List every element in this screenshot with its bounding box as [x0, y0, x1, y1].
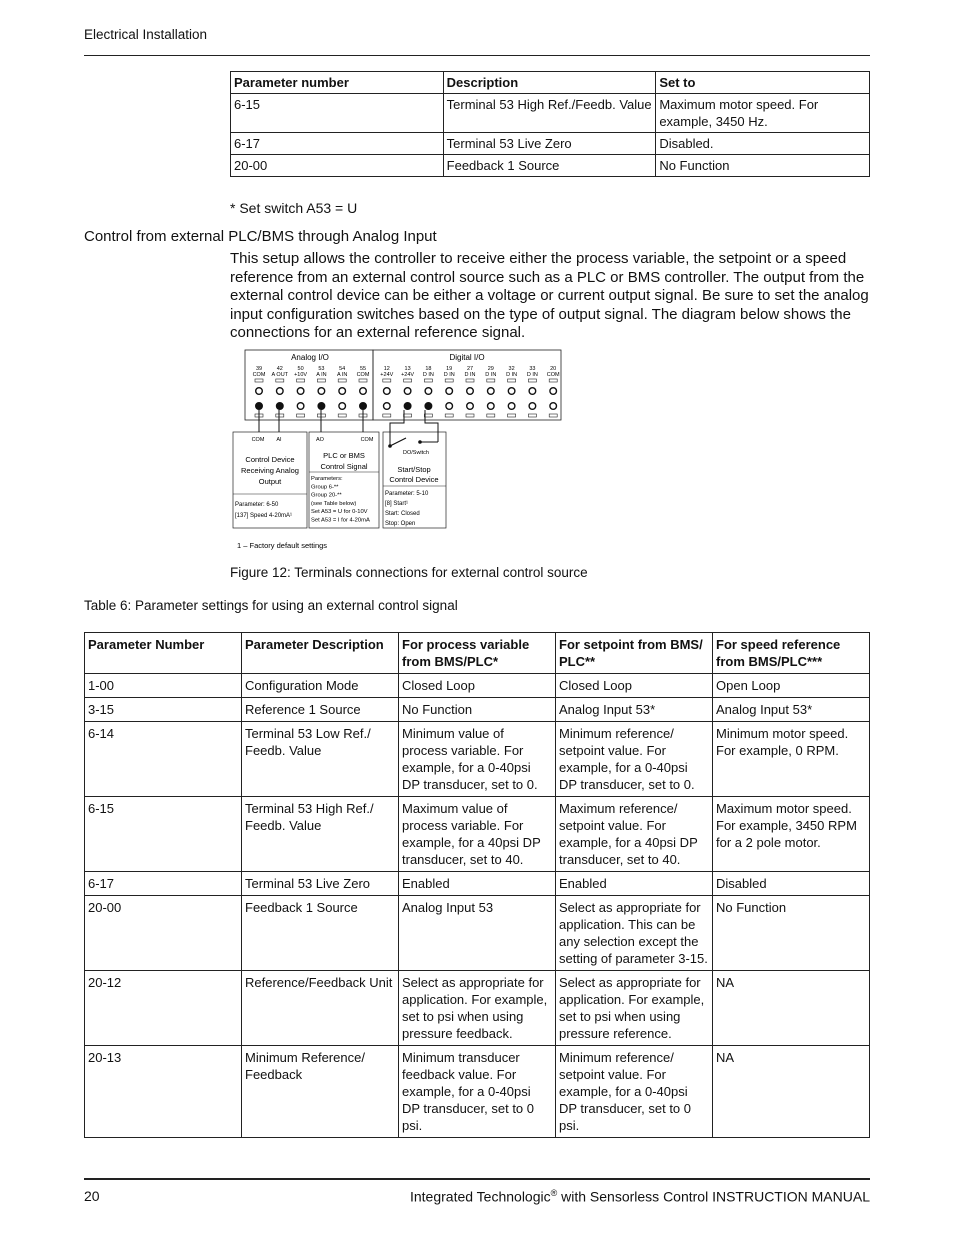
terminal	[294, 366, 307, 417]
diagram-text: Output	[258, 477, 282, 486]
switch-label: DO/Switch	[403, 450, 429, 456]
terminal-contact	[277, 403, 284, 410]
column-header: Parameter number	[231, 72, 444, 94]
diagram-text: Set A53 = I for 4-20mA	[311, 517, 370, 524]
table-cell: Analog Input 53*	[713, 698, 870, 722]
column-header: For speed reference from BMS/PLC***	[713, 633, 870, 674]
analog-io-label: Analog I/O	[291, 353, 329, 362]
footer-rule	[84, 1178, 870, 1180]
terminal-contact	[384, 403, 391, 410]
start-stop-box	[383, 432, 446, 528]
table-cell: Terminal 53 Live Zero	[242, 872, 399, 896]
diagram-text: Receiving Analog	[241, 466, 299, 475]
diagram-text: Stop: Open	[385, 521, 416, 527]
terminal-contact	[488, 403, 495, 410]
diagram-footnote: 1 – Factory default settings	[237, 541, 328, 550]
table-cell: Select as appropriate for application. This can be any selection except the setting of parameter 3-15.	[556, 896, 713, 971]
terminal-slot	[383, 379, 391, 382]
diagram-text: Parameter: 5-10	[385, 491, 429, 497]
table-cell: 20-00	[231, 155, 444, 177]
diagram-text: Control Signal	[320, 462, 368, 471]
table-cell: Minimum transducer feedback value. For example, for a 0-40psi DP transducer, set to 0 psi.	[399, 1046, 556, 1138]
terminal-number: 20	[550, 366, 557, 372]
terminal-slot	[445, 379, 453, 382]
terminal-slot	[297, 379, 305, 382]
terminal-slot	[528, 379, 536, 382]
terminal	[465, 366, 476, 417]
table-cell: Configuration Mode	[242, 674, 399, 698]
terminal-slot	[424, 379, 432, 382]
manual-title	[410, 1188, 870, 1205]
digital-io-label: Digital I/O	[449, 353, 485, 362]
terminal-contact	[425, 403, 432, 410]
table-cell: Minimum Reference/ Feedback	[242, 1046, 399, 1138]
pin-label: COM	[360, 437, 374, 443]
manual-title-text: Integrated Technologic	[409, 1188, 551, 1205]
terminal	[272, 366, 289, 417]
column-header: Set to	[656, 72, 870, 94]
table-cell: 6-17	[231, 133, 444, 155]
table-row	[231, 133, 870, 155]
diagram-text: Group 20-**	[311, 492, 342, 499]
table-cell: Feedback 1 Source	[443, 155, 656, 177]
terminal-number: 12	[383, 366, 390, 372]
diagram-text: [8] Start¹	[385, 501, 409, 507]
diagram-text: PLC or BMS	[323, 451, 365, 460]
terminal-strip	[253, 366, 560, 417]
table-cell: Reference 1 Source	[242, 698, 399, 722]
terminal-name: COM	[356, 372, 370, 378]
table-cell: Disabled.	[656, 133, 870, 155]
column-header: Parameter Number	[85, 633, 242, 674]
table-cell: Terminal 53 Live Zero	[443, 133, 656, 155]
terminal-screw	[360, 388, 367, 395]
terminal-screw	[277, 388, 284, 395]
table-cell: 1-00	[85, 674, 242, 698]
table-cell: Open Loop	[713, 674, 870, 698]
table-cell: Analog Input 53*	[556, 698, 713, 722]
terminal-number: 27	[466, 366, 474, 372]
terminal-screw	[339, 388, 346, 395]
terminal-number: 55	[359, 366, 367, 372]
terminal-name: D IN	[464, 372, 476, 378]
diagram-text: Start/Stop	[397, 465, 431, 474]
terminal-name: D IN	[443, 372, 455, 378]
table-row	[85, 674, 870, 698]
terminal	[380, 366, 393, 417]
diagram-text: (see Table below)	[311, 500, 357, 507]
table-cell: Select as appropriate for application. For example, set to psi when using pressure feedback.	[399, 971, 556, 1046]
terminal-number: 42	[276, 366, 283, 372]
header-rule	[84, 55, 870, 56]
terminal-slot	[276, 379, 284, 382]
terminal-slot	[528, 414, 536, 417]
table-cell: Reference/Feedback Unit	[242, 971, 399, 1046]
terminal-slot	[317, 379, 325, 382]
parameter-settings-table	[84, 632, 870, 1138]
table-cell: Minimum value of process variable. For example, for a 0-40psi DP transducer, set to 0.	[399, 722, 556, 797]
table-cell: 20-12	[85, 971, 242, 1046]
page-number: 20	[84, 1188, 100, 1204]
registered-mark: ®	[550, 1188, 558, 1198]
terminal-name: +24V	[401, 372, 415, 378]
terminal-slot	[487, 414, 495, 417]
terminal	[547, 366, 560, 417]
terminal-slot	[338, 379, 346, 382]
terminal-slot	[508, 414, 516, 417]
terminal-screw	[488, 388, 495, 395]
diagram-text: [137] Speed 4-20mA¹	[235, 513, 293, 519]
table-cell: Analog Input 53	[399, 896, 556, 971]
terminal-number: 39	[255, 366, 263, 372]
table-cell: Maximum reference/ setpoint value. For example, for a 40psi DP transducer, set to 40.	[556, 797, 713, 872]
diagram-text: Control Device	[389, 475, 439, 484]
terminal-slot	[549, 379, 557, 382]
terminal-screw	[318, 388, 325, 395]
table-cell: Feedback 1 Source	[242, 896, 399, 971]
terminal-contact	[256, 403, 263, 410]
column-header: For process variable from BMS/PLC*	[399, 633, 556, 674]
table-row	[85, 971, 870, 1046]
terminal-contact	[318, 403, 325, 410]
terminal-slot	[255, 379, 263, 382]
terminal-name: D IN	[506, 372, 518, 378]
table-row	[85, 722, 870, 797]
table-cell: Maximum motor speed. For example, 3450 Hz.	[656, 94, 870, 133]
pin-label: AO	[316, 437, 324, 443]
terminal-contact	[360, 403, 367, 410]
terminal-number: 53	[318, 366, 325, 372]
table-row	[231, 155, 870, 177]
terminal-slot	[359, 379, 367, 382]
terminal-name: COM	[252, 372, 266, 378]
terminal-number: 29	[487, 366, 494, 372]
pin-label: COM	[251, 437, 265, 443]
table-cell: Closed Loop	[399, 674, 556, 698]
table-cell: Terminal 53 High Ref./Feedb. Value	[443, 94, 656, 133]
terminal-screw	[256, 388, 263, 395]
table-cell: NA	[713, 971, 870, 1046]
table-cell: No Function	[656, 155, 870, 177]
body-paragraph: This setup allows the controller to receive either the process variable, the setpoint or a speed reference from an external control source such as a PLC or BMS controller. The output from the external control device can be either a voltage or current output signal. Be sure to set the analog input configuration switches based on the type of output signal. The diagram below shows the connections for an external reference signal.	[230, 250, 869, 342]
terminal-slot	[383, 414, 391, 417]
terminal-number: 54	[339, 366, 346, 372]
terminal-contact	[529, 403, 536, 410]
terminal-name: D IN	[485, 372, 497, 378]
table-row	[231, 94, 870, 133]
diagram-text: Control Device	[245, 455, 295, 464]
table-cell: Minimum reference/ setpoint value. For example, for a 0-40psi DP transducer, set to 0.	[556, 722, 713, 797]
terminal-screw	[446, 388, 453, 395]
terminal-slot	[297, 414, 305, 417]
plc-bms-box	[309, 432, 379, 528]
terminal-contact	[508, 403, 515, 410]
table-cell: Maximum motor speed. For example, 3450 RPM for a 2 pole motor.	[713, 797, 870, 872]
table-cell: 20-00	[85, 896, 242, 971]
column-header: Description	[443, 72, 656, 94]
control-device-box	[233, 432, 307, 528]
terminal-number: 50	[297, 366, 304, 372]
terminal-number: 32	[508, 366, 515, 372]
terminal	[253, 366, 266, 417]
wires	[259, 410, 438, 446]
table-cell: Select as appropriate for application. For example, set to psi when using pressure reference.	[556, 971, 713, 1046]
terminal-slot	[424, 414, 432, 417]
terminal-contact	[467, 403, 474, 410]
terminal-screw	[550, 388, 557, 395]
terminal-slot	[549, 414, 557, 417]
diagram-text: Parameters:	[311, 476, 343, 482]
section-heading: Control from external PLC/BMS through Analog Input	[84, 228, 437, 245]
terminal-screw	[404, 388, 411, 395]
table-cell: NA	[713, 1046, 870, 1138]
terminal-name: D IN	[422, 372, 434, 378]
table-row	[85, 1046, 870, 1138]
terminal-screw	[508, 388, 515, 395]
table-cell: Maximum value of process variable. For example, for a 40psi DP transducer, set to 40.	[399, 797, 556, 872]
terminal-name: COM	[546, 372, 560, 378]
terminal-slot	[445, 414, 453, 417]
table-row	[85, 896, 870, 971]
table-cell: Terminal 53 High Ref./ Feedb. Value	[242, 797, 399, 872]
table-row	[85, 698, 870, 722]
diagram-text: Parameter: 6-50	[235, 502, 279, 508]
terminal-name: +10V	[294, 372, 308, 378]
parameter-table-small	[230, 71, 870, 177]
table-cell: No Function	[399, 698, 556, 722]
terminal-name: A IN	[316, 372, 327, 378]
table-cell: Terminal 53 Low Ref./ Feedb. Value	[242, 722, 399, 797]
table-header-row	[85, 633, 870, 674]
terminal-number: 19	[446, 366, 453, 372]
terminal-name: A OUT	[271, 372, 289, 378]
terminal-wiring-diagram	[230, 348, 570, 558]
terminal-number: 33	[529, 366, 536, 372]
table-cell: 6-17	[85, 872, 242, 896]
terminal-number: 13	[404, 366, 411, 372]
terminal-screw	[425, 388, 432, 395]
table-cell: 6-15	[231, 94, 444, 133]
terminal-number: 18	[425, 366, 432, 372]
table-cell: 6-15	[85, 797, 242, 872]
table-cell: 20-13	[85, 1046, 242, 1138]
table-header-row	[231, 72, 870, 94]
switch-note: * Set switch A53 = U	[230, 200, 358, 216]
terminal	[527, 366, 538, 417]
terminal-contact	[404, 403, 411, 410]
manual-title-suffix: with Sensorless Control INSTRUCTION MANUAL	[557, 1188, 870, 1205]
figure-caption: Figure 12: Terminals connections for external control source	[230, 565, 588, 580]
terminal	[357, 366, 370, 417]
table-row	[85, 797, 870, 872]
terminal-contact	[339, 403, 346, 410]
terminal	[316, 366, 326, 417]
terminal-name: A IN	[336, 372, 348, 378]
diagram-text: Group 6-**	[311, 484, 339, 491]
terminal-contact	[446, 403, 453, 410]
table-cell: Enabled	[399, 872, 556, 896]
table-caption: Table 6: Parameter settings for using an external control signal	[84, 598, 458, 613]
terminal-slot	[466, 379, 474, 382]
terminal	[485, 366, 496, 417]
terminal-slot	[487, 379, 495, 382]
running-header: Electrical Installation	[84, 27, 208, 42]
table-cell: Enabled	[556, 872, 713, 896]
terminal	[423, 366, 434, 417]
terminal	[444, 366, 455, 417]
terminal-slot	[508, 379, 516, 382]
terminal	[401, 366, 414, 417]
column-header: Parameter Description	[242, 633, 399, 674]
terminal-screw	[297, 388, 304, 395]
table-cell: Minimum motor speed. For example, 0 RPM.	[713, 722, 870, 797]
terminal-name: D IN	[526, 372, 538, 378]
terminal-name: +24V	[380, 372, 394, 378]
terminal-screw	[467, 388, 474, 395]
terminal-slot	[276, 414, 284, 417]
diagram-text: Start: Closed	[385, 511, 420, 517]
terminal-screw	[384, 388, 391, 395]
terminal-slot	[466, 414, 474, 417]
pin-label: AI	[276, 437, 282, 443]
table-cell: Disabled	[713, 872, 870, 896]
diagram-text: Set A53 = U for 0-10V	[311, 509, 368, 516]
table-cell: Minimum reference/ setpoint value. For example, for a 0-40psi DP transducer, set to 0 psi.	[556, 1046, 713, 1138]
table-cell: 6-14	[85, 722, 242, 797]
terminal-slot	[404, 379, 412, 382]
terminal-slot	[338, 414, 346, 417]
terminal-slot	[404, 414, 412, 417]
table-cell: 3-15	[85, 698, 242, 722]
table-cell: Closed Loop	[556, 674, 713, 698]
table-cell: No Function	[713, 896, 870, 971]
terminal-contact	[550, 403, 557, 410]
column-header: For setpoint from BMS/ PLC**	[556, 633, 713, 674]
table-row	[85, 872, 870, 896]
terminal-screw	[529, 388, 536, 395]
terminal-contact	[297, 403, 304, 410]
terminal	[506, 366, 517, 417]
terminal	[337, 366, 347, 417]
